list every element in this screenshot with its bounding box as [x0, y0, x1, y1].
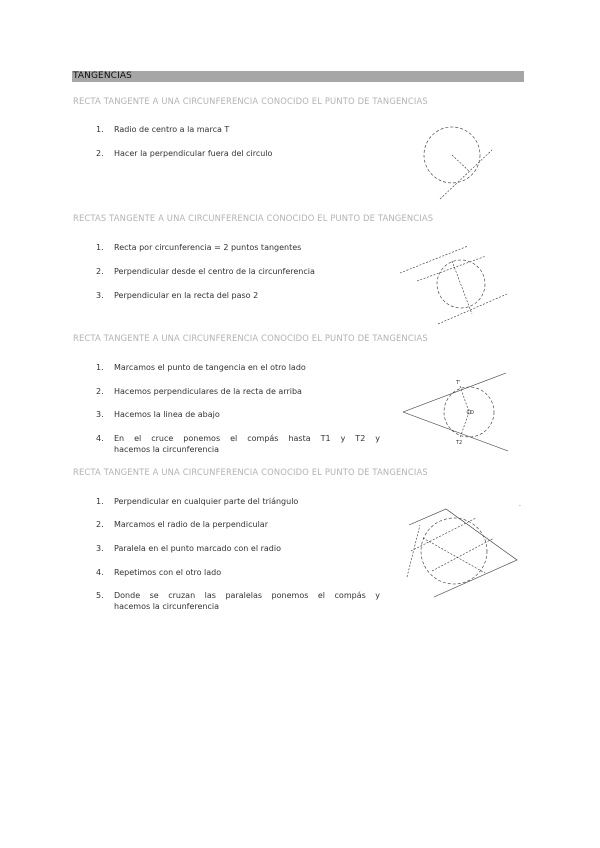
- parallel-line: [423, 538, 485, 573]
- item-text: Paralela en el punto marcado con el radio: [114, 544, 281, 553]
- item-text: Perpendicular desde el centro de la circunferencia: [114, 267, 315, 276]
- item-number: 2.: [96, 149, 104, 158]
- item-text: Hacemos la linea de abajo: [114, 410, 220, 419]
- parallel-line: [407, 525, 420, 577]
- section-title-2: RECTAS TANGENTE A UNA CIRCUNFERENCIA CONOCIDO EL PUNTO DE TANGENCIAS: [73, 213, 434, 223]
- item-text-line2: hacemos la circunferencia: [114, 445, 219, 454]
- section-title-3: RECTA TANGENTE A UNA CIRCUNFERENCIA CONOCIDO EL PUNTO DE TANGENCIAS: [73, 333, 428, 343]
- item-text-line2: hacemos la circunferencia: [114, 602, 219, 611]
- item-number: 3.: [96, 291, 104, 300]
- item-text: Marcamos el radio de la perpendicular: [114, 520, 268, 529]
- radius-line: [460, 386, 469, 412]
- tangent-line: [440, 150, 492, 199]
- label-center: O: [470, 410, 474, 416]
- item-number: 2.: [96, 267, 104, 276]
- item-text: Radio de centro a la marca T: [114, 125, 230, 134]
- item-text-line1: En el cruce ponemos el compás hasta T1 y T2 y: [114, 434, 380, 443]
- construction-circle: [437, 260, 485, 308]
- item-number: 2.: [96, 520, 104, 529]
- figure-parallel-tangents: [400, 246, 507, 324]
- figure-tangent-point: [424, 127, 492, 199]
- secant-line: [417, 256, 486, 281]
- item-text-line1: Donde se cruzan las paralelas ponemos el compás y: [114, 591, 380, 600]
- figure-incircle: [407, 509, 517, 597]
- tangent-line: [400, 246, 468, 273]
- inscribed-circle: [421, 518, 487, 584]
- radius-line: [460, 412, 469, 438]
- item-text: Repetimos con el otro lado: [114, 568, 222, 577]
- item-text: Perpendicular en la recta del paso 2: [114, 291, 259, 300]
- upper-side-line: [403, 373, 506, 412]
- tangent-line: [438, 294, 507, 324]
- item-number: 4.: [96, 434, 104, 443]
- perpendicular-line: [452, 261, 472, 314]
- triangle-sides: [409, 509, 517, 597]
- item-number: 2.: [96, 387, 104, 396]
- stray-mark: ·: [519, 503, 521, 510]
- item-text: Perpendicular en cualquier parte del triángulo: [114, 497, 299, 506]
- perpendicular-line: [432, 538, 494, 571]
- item-text: Hacer la perpendicular fuera del circulo: [114, 149, 273, 158]
- perpendicular-line: [411, 518, 476, 551]
- item-text: Recta por circunferencia = 2 puntos tangentes: [114, 243, 302, 252]
- item-number: 5.: [96, 591, 104, 600]
- section-title-4: RECTA TANGENTE A UNA CIRCUNFERENCIA CONOCIDO EL PUNTO DE TANGENCIAS: [73, 467, 428, 477]
- page-title: TANGENCIAS: [73, 71, 132, 81]
- section-title-1: RECTA TANGENTE A UNA CIRCUNFERENCIA CONOCIDO EL PUNTO DE TANGENCIAS: [73, 96, 428, 106]
- label-t2: T2: [456, 440, 463, 446]
- item-number: 1.: [96, 497, 104, 506]
- item-number: 4.: [96, 568, 104, 577]
- item-number: 3.: [96, 544, 104, 553]
- item-text: Marcamos el punto de tangencia en el otro lado: [114, 363, 306, 372]
- item-number: 1.: [96, 363, 104, 372]
- item-text: Hacemos perpendiculares de la recta de arriba: [114, 387, 302, 396]
- item-number: 3.: [96, 410, 104, 419]
- label-t1: T': [456, 380, 461, 386]
- item-number: 1.: [96, 243, 104, 252]
- radius-line: [452, 155, 470, 172]
- item-number: 1.: [96, 125, 104, 134]
